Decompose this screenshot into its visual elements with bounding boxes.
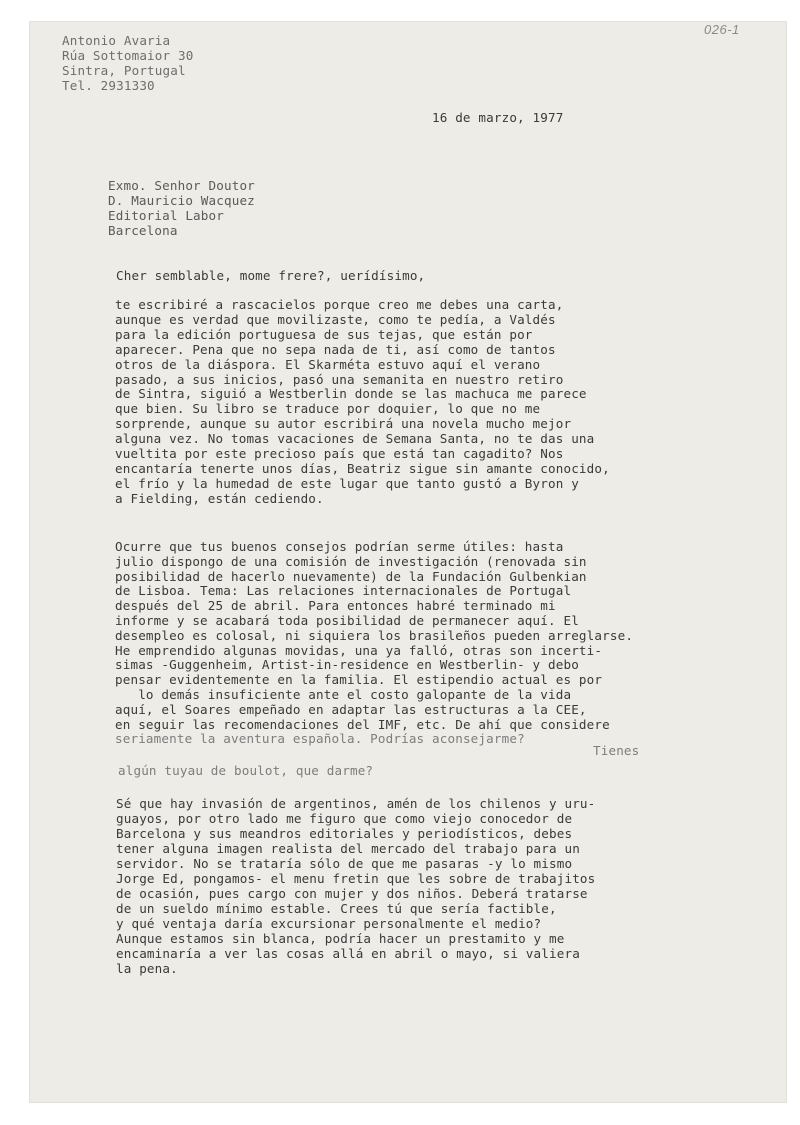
text-line: a Fielding, están cediendo. bbox=[115, 490, 324, 506]
text-line: guayos, por otro lado me figuro que como viejo conocedor de bbox=[116, 811, 573, 826]
addressee-block bbox=[108, 178, 255, 238]
text-line: posibilidad de hacerlo nuevamente) de la Fundación Gulbenkian bbox=[115, 568, 587, 584]
text-line: te escribiré a rascacielos porque creo me debes una carta, bbox=[115, 297, 564, 312]
sender-phone: Tel. 2931330 bbox=[62, 78, 155, 93]
text-line: pensar evidentemente en la familia. El estipendio actual es por bbox=[115, 672, 603, 688]
text-line: Barcelona y sus meandros editoriales y periodísticos, debes bbox=[116, 826, 573, 841]
text-line: encantaría tenerte unos días, Beatriz sigue sin amante conocido, bbox=[115, 460, 610, 476]
text-line: servidor. No se trataría sólo de que me pasaras -y lo mismo bbox=[116, 856, 573, 871]
text-line: el frío y la humedad de este lugar que tanto gustó a Byron y bbox=[115, 475, 579, 491]
text-line: Sé que hay invasión de argentinos, amén de los chilenos y uru- bbox=[116, 796, 596, 811]
body-paragraph-3 bbox=[116, 796, 595, 976]
letter-date: 16 de marzo, 1977 bbox=[432, 110, 564, 125]
text-line: aunque es verdad que movilizaste, como te pedía, a Valdés bbox=[115, 311, 556, 327]
text-line: He emprendido algunas movidas, una ya falló, otras son incerti- bbox=[115, 642, 603, 658]
addressee-line: D. Mauricio Wacquez bbox=[108, 193, 255, 208]
text-line: seriamente la aventura española. Podrías aconsejarme? bbox=[115, 731, 525, 747]
addressee-line: Editorial Labor bbox=[108, 208, 224, 223]
text-line: vueltita por este precioso país que está tan cagadito? Nos bbox=[115, 446, 564, 462]
salutation: Cher semblable, mome frere?, uerídísimo, bbox=[116, 268, 426, 283]
text-line: desempleo es colosal, ni siquiera los brasileños pueden arreglarse. bbox=[115, 627, 634, 643]
text-line: después del 25 de abril. Para entonces habré terminado mi bbox=[115, 598, 556, 614]
text-line: Jorge Ed, pongamos- el menu fretin que les sobre de trabajitos bbox=[116, 871, 596, 886]
text-line-fragment: Tienes bbox=[593, 743, 640, 758]
sender-block bbox=[62, 33, 193, 93]
text-line: informe y se acabará toda posibilidad de permanecer aquí. El bbox=[115, 612, 579, 628]
text-line: de un sueldo mínimo estable. Crees tú que sería factible, bbox=[116, 901, 557, 916]
text-line: tener alguna imagen realista del mercado del trabajo para un bbox=[116, 841, 580, 856]
sender-name: Antonio Avaria bbox=[62, 33, 171, 48]
body-paragraph-1 bbox=[115, 298, 610, 507]
sender-street: Rúa Sottomaior 30 bbox=[62, 48, 194, 63]
text-line: julio dispongo de una comisión de investigación (renovada sin bbox=[115, 553, 587, 569]
text-line: pasado, a sus inicios, pasó una semanita en nuestro retiro bbox=[115, 371, 564, 387]
text-line: lo demás insuficiente ante el costo galopante de la vida bbox=[115, 686, 572, 702]
text-line: Aunque estamos sin blanca, podría hacer un prestamito y me bbox=[116, 931, 565, 946]
text-line: en seguir las recomendaciones del IMF, etc. De ahí que considere bbox=[115, 716, 610, 732]
archive-number: 026-1 bbox=[704, 22, 740, 37]
text-line: que bien. Su libro se traduce por doquier, lo que no me bbox=[115, 401, 541, 417]
text-line: sorprende, aunque su autor escribirá una novela mucho mejor bbox=[115, 416, 572, 432]
text-line: para la edición portuguesa de sus tejas, que están por bbox=[115, 326, 533, 342]
text-line: de Lisboa. Tema: Las relaciones internacionales de Portugal bbox=[115, 583, 572, 599]
text-line: otros de la diáspora. El Skarméta estuvo aquí el verano bbox=[115, 356, 541, 372]
text-line: algún tuyau de boulot, que darme? bbox=[118, 763, 374, 778]
addressee-line: Exmo. Senhor Doutor bbox=[108, 178, 255, 193]
text-line: de ocasión, pues cargo con mujer y dos niños. Deberá tratarse bbox=[116, 886, 588, 901]
text-line: de Sintra, siguió a Westberlin donde se las machuca me parece bbox=[115, 386, 587, 402]
text-line: Ocurre que tus buenos consejos podrían serme útiles: hasta bbox=[115, 539, 564, 554]
text-line: alguna vez. No tomas vacaciones de Semana Santa, no te das una bbox=[115, 431, 595, 447]
text-line: simas -Guggenheim, Artist-in-residence en Westberlin- y debo bbox=[115, 657, 579, 673]
sender-city: Sintra, Portugal bbox=[62, 63, 186, 78]
text-line: aquí, el Soares empeñado en adaptar las estructuras a la CEE, bbox=[115, 701, 587, 717]
addressee-line: Barcelona bbox=[108, 223, 178, 238]
text-line: aparecer. Pena que no sepa nada de ti, así como de tantos bbox=[115, 341, 556, 357]
body-paragraph-2 bbox=[115, 540, 633, 747]
text-line: y qué ventaja daría excursionar personalmente el medio? bbox=[116, 916, 542, 931]
text-line: la pena. bbox=[116, 961, 178, 976]
text-line: encaminaría a ver las cosas allá en abril o mayo, si valiera bbox=[116, 946, 580, 961]
